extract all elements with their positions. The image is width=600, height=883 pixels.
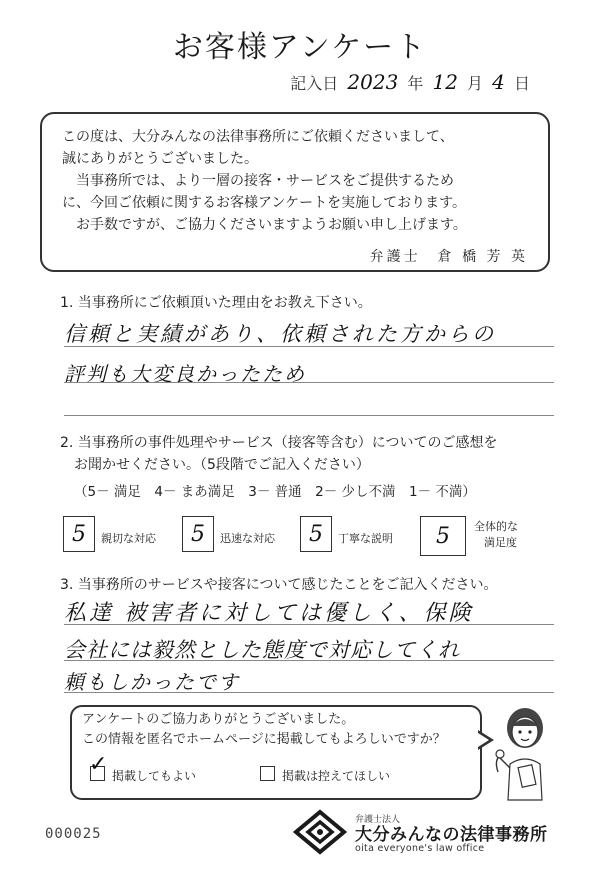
date-year: 2023 — [347, 70, 399, 94]
page-title: お客様アンケート — [172, 30, 428, 65]
rating-box-kindness: 5 — [63, 516, 95, 552]
intro-line: お手数ですが、ご協力くださいますようお願い申し上げます。 — [62, 217, 467, 233]
answer-rule — [64, 660, 554, 661]
answer-rule — [64, 624, 554, 625]
intro-line: 当事務所では、より一層の接客・サービスをご提供するため — [62, 173, 454, 189]
check-mark-icon: ✓ — [89, 752, 108, 777]
law-office-logo-icon — [293, 809, 347, 855]
answer-rule — [64, 415, 554, 416]
intro-line: 誠にありがとうございました。 — [62, 151, 258, 167]
date-year-unit: 年 — [407, 74, 424, 93]
rating-box-speed: 5 — [182, 516, 214, 552]
serial-number: 000025 — [45, 826, 102, 842]
q3-answer-line: 私達 被害者に対しては優しく、保険 — [64, 601, 474, 626]
consent-no-checkbox[interactable] — [260, 766, 275, 781]
answer-rule — [64, 346, 554, 347]
rating-label-overall-line: 満足度 — [484, 536, 517, 549]
intro-text — [62, 126, 540, 236]
consent-yes-label: 掲載してもよい — [112, 769, 197, 783]
q2-question — [60, 432, 498, 476]
q3-answer-line: 会社には毅然とした態度で対応してくれ — [64, 638, 460, 662]
q3-answer-line: 頼もしかったです — [64, 670, 240, 694]
rating-box-explanation: 5 — [300, 516, 332, 552]
rating-scale: （5－ 満足 4－ まあ満足 3－ 普通 2－ 少し不満 1－ 不満） — [74, 484, 476, 500]
answer-rule — [64, 692, 554, 693]
logo-office-name: 大分みんなの法律事務所 — [355, 825, 548, 845]
staff-illustration-icon — [490, 702, 560, 802]
consent-line: この情報を匿名でホームページに掲載してもよろしいですか？ — [82, 732, 446, 747]
q2-question-line: お聞かせください。（5段階でご記入ください） — [60, 457, 370, 473]
speech-bubble-pointer-inner — [478, 733, 489, 747]
consent-no-label: 掲載は控えてほしい — [282, 769, 391, 783]
date-month: 12 — [432, 70, 458, 94]
date-day: 4 — [492, 70, 505, 94]
rating-label-kindness: 親切な対応 — [101, 532, 156, 545]
consent-text — [82, 710, 446, 750]
logo-english-name: oita everyone's law office — [355, 843, 485, 854]
date-day-unit: 日 — [513, 74, 530, 93]
answer-rule — [64, 382, 554, 383]
rating-box-overall: 5 — [420, 516, 466, 556]
date-row — [290, 70, 530, 94]
lawyer-signature: 弁護士 倉 橋 芳 英 — [369, 249, 528, 265]
consent-line: アンケートのご協力ありがとうございました。 — [82, 712, 355, 727]
intro-line: この度は、大分みんなの法律事務所にご依頼くださいまして、 — [62, 129, 454, 145]
intro-line: に、今回ご依頼に関するお客様アンケートを実施しております。 — [62, 195, 467, 211]
logo-corporation-label: 弁護士法人 — [355, 815, 401, 825]
rating-label-overall — [474, 518, 518, 550]
q3-question: 3. 当事務所のサービスや接客について感じたことをご記入ください。 — [60, 577, 498, 593]
rating-label-explanation: 丁寧な説明 — [338, 532, 393, 545]
rating-label-speed: 迅速な対応 — [220, 532, 275, 545]
q1-answer-line: 評判も大変良かったため — [64, 362, 306, 386]
q2-question-line: 2. 当事務所の事件処理やサービス（接客等含む）についてのご感想を — [60, 435, 498, 451]
q1-question: 1. 当事務所にご依頼頂いた理由をお教え下さい。 — [60, 295, 372, 311]
date-month-unit: 月 — [467, 74, 484, 93]
q1-answer-line: 信頼と実績があり、依頼された方からの — [64, 322, 496, 346]
date-label: 記入日 — [290, 74, 339, 93]
rating-label-overall-line: 全体的な — [474, 520, 518, 533]
